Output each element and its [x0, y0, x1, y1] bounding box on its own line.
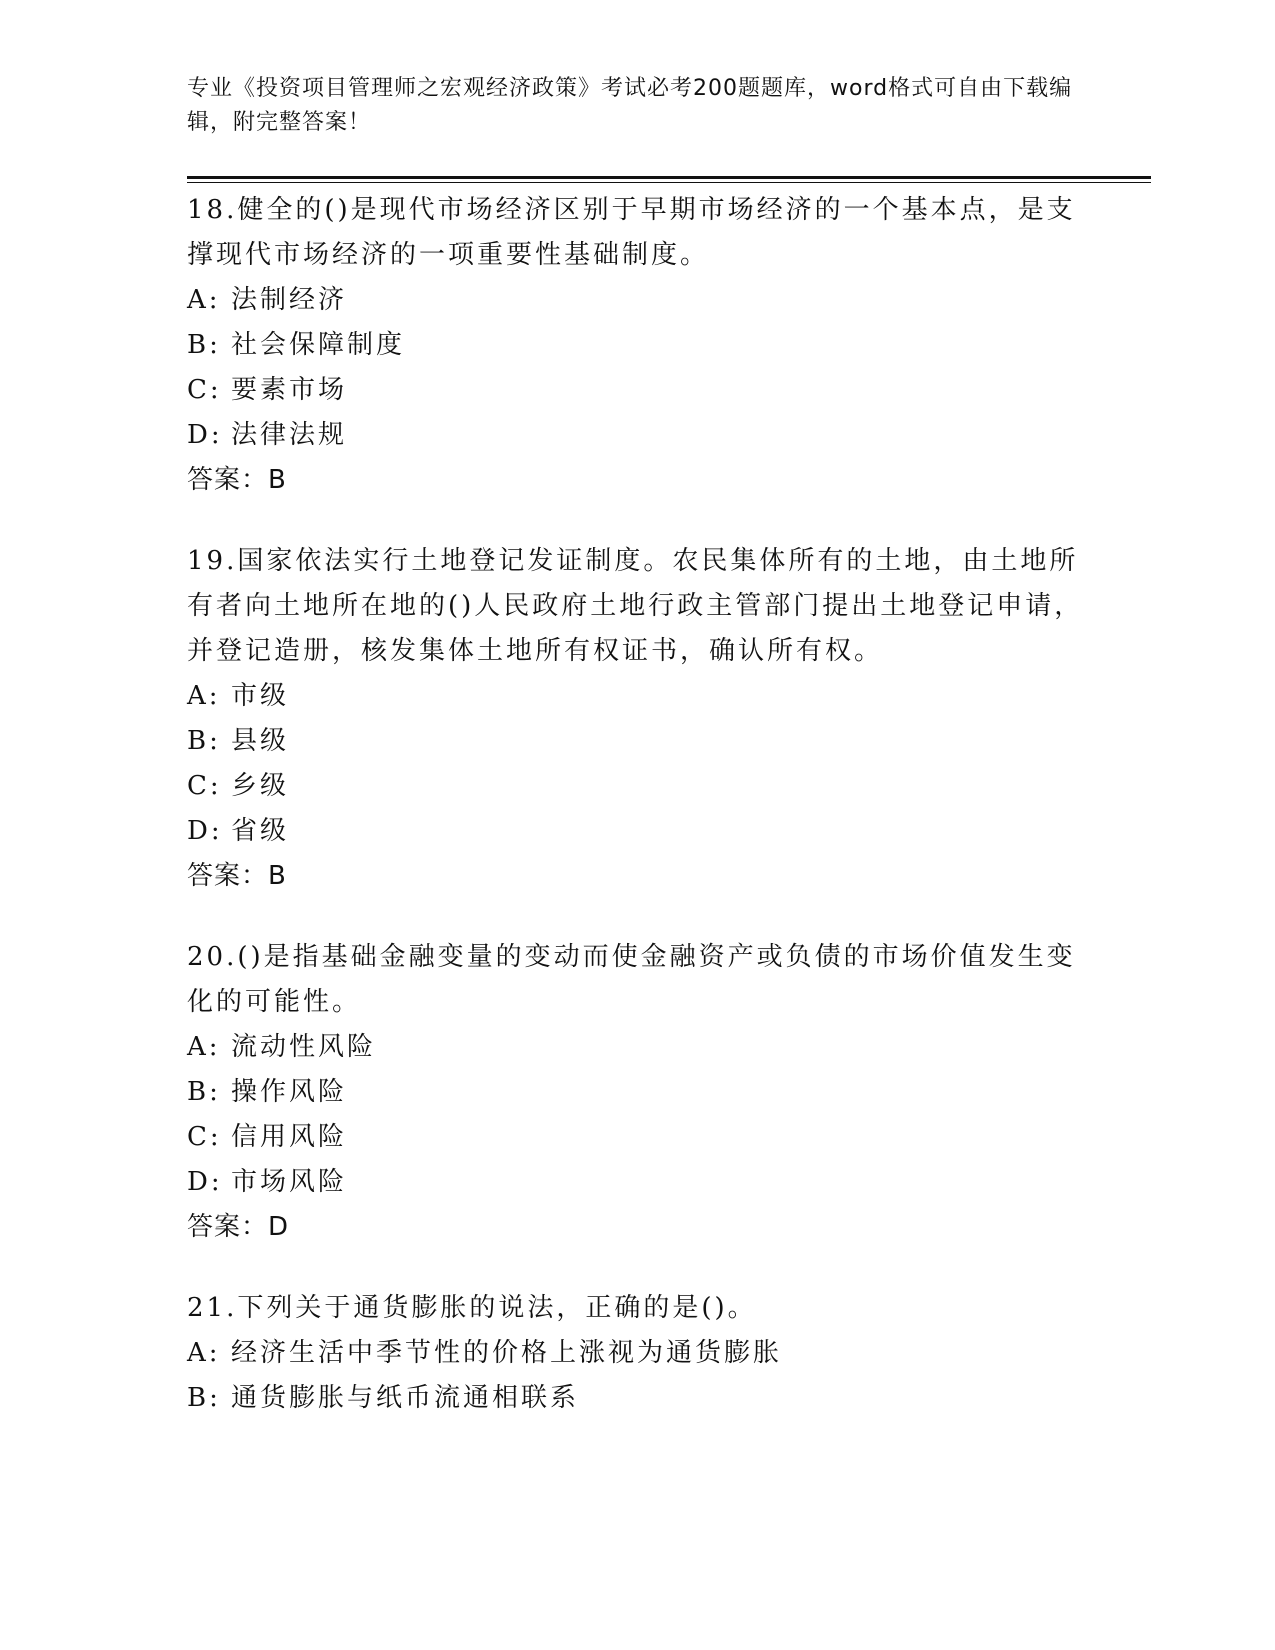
option-letter: C:: [187, 771, 222, 801]
option-text: 社会保障制度: [231, 330, 406, 360]
option-text: 县级: [231, 726, 290, 756]
option-letter: A:: [187, 681, 221, 711]
question-stem: 18.健全的()是现代市场经济区别于早期市场经济的一个基本点，是支撑现代市场经济的一项重要性基础制度。: [187, 195, 1076, 270]
option-letter: D:: [187, 816, 223, 846]
option-text: 市级: [231, 681, 290, 711]
header-rule-thin: [187, 182, 1151, 183]
option-b: [187, 1376, 1087, 1421]
option-text: 要素市场: [231, 375, 348, 405]
question-stem: 20.()是指基础金融变量的变动而使金融资产或负债的市场价值发生变化的可能性。: [187, 942, 1076, 1017]
option-text: 流动性风险: [231, 1032, 377, 1062]
option-letter: C:: [187, 1122, 222, 1152]
option-letter: D:: [187, 1167, 223, 1197]
question-19: [187, 539, 1087, 899]
option-c: [187, 368, 1087, 413]
option-text: 法制经济: [231, 285, 348, 315]
question-stem: 21.下列关于通货膨胀的说法，正确的是()。: [187, 1293, 757, 1323]
option-b: [187, 323, 1087, 368]
option-text: 省级: [231, 816, 290, 846]
option-d: [187, 1160, 1087, 1205]
document-header-title: 专业《投资项目管理师之宏观经济政策》考试必考200题题库，word格式可自由下载编辑，附完整答案！: [187, 76, 1073, 135]
option-letter: B:: [187, 1077, 221, 1107]
question-stem: 19.国家依法实行土地登记发证制度。农民集体所有的土地，由土地所有者向土地所在地的()人民政府土地行政主管部门提出土地登记申请，并登记造册，核发集体土地所有权证书，确认所有权。: [187, 546, 1084, 666]
answer: 答案：B: [187, 465, 287, 495]
option-text: 市场风险: [231, 1167, 348, 1197]
option-c: [187, 1115, 1087, 1160]
question-list: [187, 188, 1087, 1457]
option-text: 法律法规: [231, 420, 348, 450]
option-text: 通货膨胀与纸币流通相联系: [231, 1383, 580, 1413]
question-20: [187, 935, 1087, 1250]
option-b: [187, 719, 1087, 764]
option-letter: C:: [187, 375, 222, 405]
option-a: [187, 674, 1087, 719]
option-text: 操作风险: [231, 1077, 348, 1107]
option-letter: A:: [187, 1032, 221, 1062]
option-text: 信用风险: [231, 1122, 348, 1152]
header-rule: [187, 176, 1151, 179]
option-b: [187, 1070, 1087, 1115]
option-letter: A:: [187, 285, 221, 315]
option-c: [187, 764, 1087, 809]
option-d: [187, 413, 1087, 458]
answer: 答案：D: [187, 1212, 290, 1242]
option-letter: B:: [187, 1383, 221, 1413]
option-a: [187, 1025, 1087, 1070]
question-18: [187, 188, 1087, 503]
option-letter: A:: [187, 1338, 221, 1368]
option-text: 乡级: [231, 771, 290, 801]
option-letter: B:: [187, 726, 221, 756]
option-text: 经济生活中季节性的价格上涨视为通货膨胀: [231, 1338, 783, 1368]
option-d: [187, 809, 1087, 854]
option-letter: B:: [187, 330, 221, 360]
option-a: [187, 278, 1087, 323]
question-21: [187, 1286, 1087, 1421]
option-a: [187, 1331, 1087, 1376]
option-letter: D:: [187, 420, 223, 450]
answer: 答案：B: [187, 861, 287, 891]
